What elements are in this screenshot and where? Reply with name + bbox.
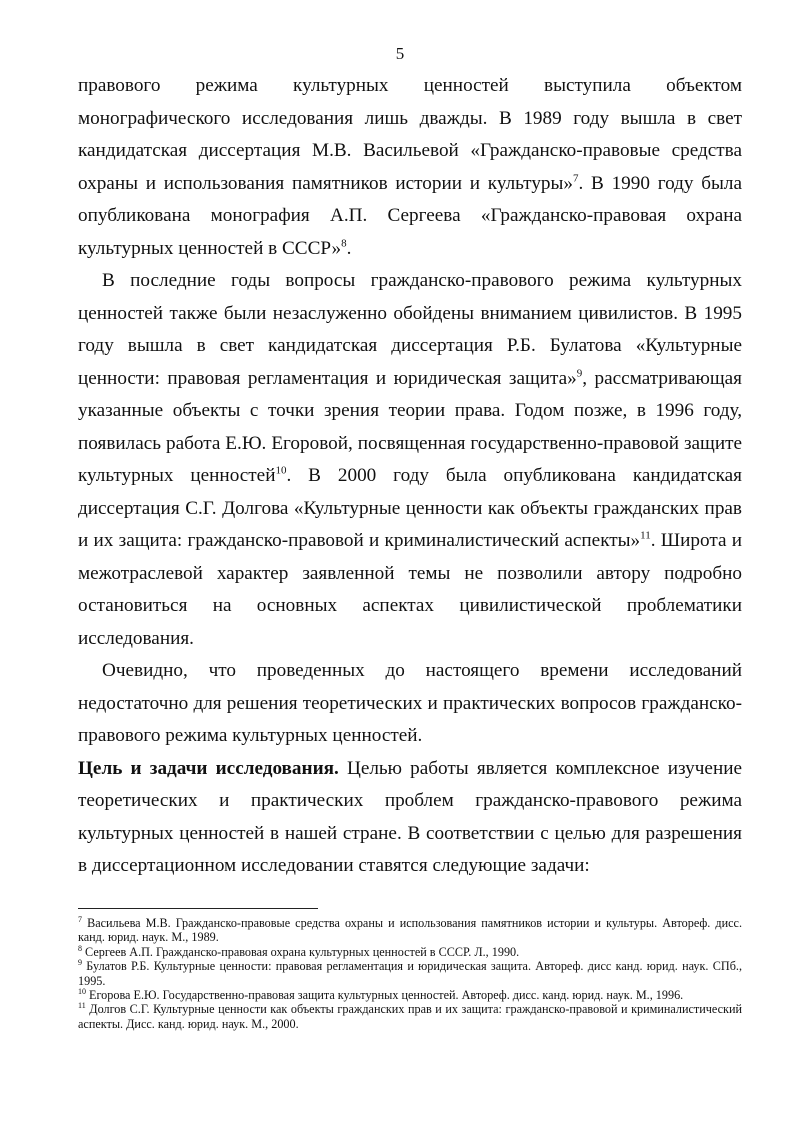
- footnote-ref-8: 8: [341, 237, 347, 250]
- footnotes: [78, 916, 742, 1031]
- paragraph-2-text: , рассматривающая указанные объекты с точки зрения теории права. Годом позже, в 1996 году, появилась работа Е.Ю. Егоровой, посвященная государственно-правовой защите культурных ценностей: [78, 367, 742, 486]
- paragraph-4: [78, 753, 742, 883]
- footnote-7: [78, 916, 742, 945]
- footnote-ref-11: 11: [640, 529, 651, 542]
- paragraph-1-text: .: [346, 237, 352, 259]
- footnote-number: 8: [78, 943, 82, 953]
- footnote-number: 10: [78, 986, 86, 996]
- paragraph-4-text: Целью работы является комплексное изучение теоретических и практических проблем гражданско-правового режима культурных ценностей в нашей стране. В соответствии с целью для разрешения в диссертационном исследовании ставятся следующие задачи:: [78, 757, 742, 876]
- body-text: [78, 70, 742, 883]
- footnote-text: Егорова Е.Ю. Государственно-правовая защита культурных ценностей. Автореф. дисс. канд. юрид. наук. М., 1996.: [86, 988, 684, 1003]
- page-number: 5: [395, 44, 405, 63]
- paragraph-2-text: . В 2000 году была опубликована кандидатская диссертация С.Г. Долгова «Культурные ценности как объекты гражданских прав и их защита: гражданско-правовой и криминалистический аспекты»: [78, 465, 742, 551]
- footnote-ref-10: 10: [275, 464, 287, 477]
- footnote-text: Васильева М.В. Гражданско-правовые средства охраны и использования памятников истории и культуры. Автореф. дисс. канд. юрид. наук. М., 1989.: [78, 916, 742, 945]
- footnote-text: Булатов Р.Б. Культурные ценности: правовая регламентация и юридическая защита. Автореф. дисс канд. юрид. наук. СПб., 1995.: [78, 959, 742, 988]
- footnote-text: Долгов С.Г. Культурные ценности как объекты гражданских прав и их защита: гражданско-правовой и криминалистический аспекты. Дисс. канд. юрид. наук. М., 2000.: [78, 1002, 742, 1031]
- footnote-number: 9: [78, 958, 82, 968]
- footnote-ref-9: 9: [576, 367, 583, 380]
- paragraph-2-text: В последние годы вопросы гражданско-правового режима культурных ценностей также были незаслуженно обойдены вниманием цивилистов. В 1995 году вышла в свет кандидатская диссертация Р.Б. Булатова «Культурные ценности: правовая регламентация и юридическая защита»: [78, 270, 742, 389]
- paragraph-1-text: правового режима культурных ценностей выступила объектом монографического исследования лишь дважды. В 1989 году вышла в свет кандидатская диссертация М.В. Васильевой «Гражданско-правовые средства охраны и использования памятников истории и культуры»: [78, 75, 742, 194]
- footnote-divider: [78, 908, 318, 909]
- footnote-number: 11: [78, 1001, 86, 1011]
- footnote-9: [78, 959, 742, 988]
- footnote-10: [78, 988, 742, 1002]
- paragraph-1-text: . В 1990 году была опубликована монография А.П. Сергеева «Гражданско-правовая охрана культурных ценностей в СССР»: [78, 172, 742, 259]
- footnote-number: 7: [78, 914, 82, 924]
- paragraph-1: [78, 70, 742, 265]
- paragraph-2: [78, 265, 742, 655]
- footnote-8: [78, 945, 742, 959]
- paragraph-3: Очевидно, что проведенных до настоящего времени исследований недостаточно для решения теоретических и практических вопросов гражданско-правового режима культурных ценностей.: [78, 660, 742, 746]
- section-heading: Цель и задачи исследования.: [78, 757, 339, 779]
- paragraph-2-text: . Широта и межотраслевой характер заявленной темы не позволили автору подробно остановиться на основных аспектах цивилистической проблематики исследования.: [78, 530, 742, 649]
- footnote-text: Сергеев А.П. Гражданско-правовая охрана культурных ценностей в СССР. Л., 1990.: [82, 944, 520, 959]
- footnote-11: [78, 1002, 742, 1031]
- footnote-ref-7: 7: [573, 172, 579, 185]
